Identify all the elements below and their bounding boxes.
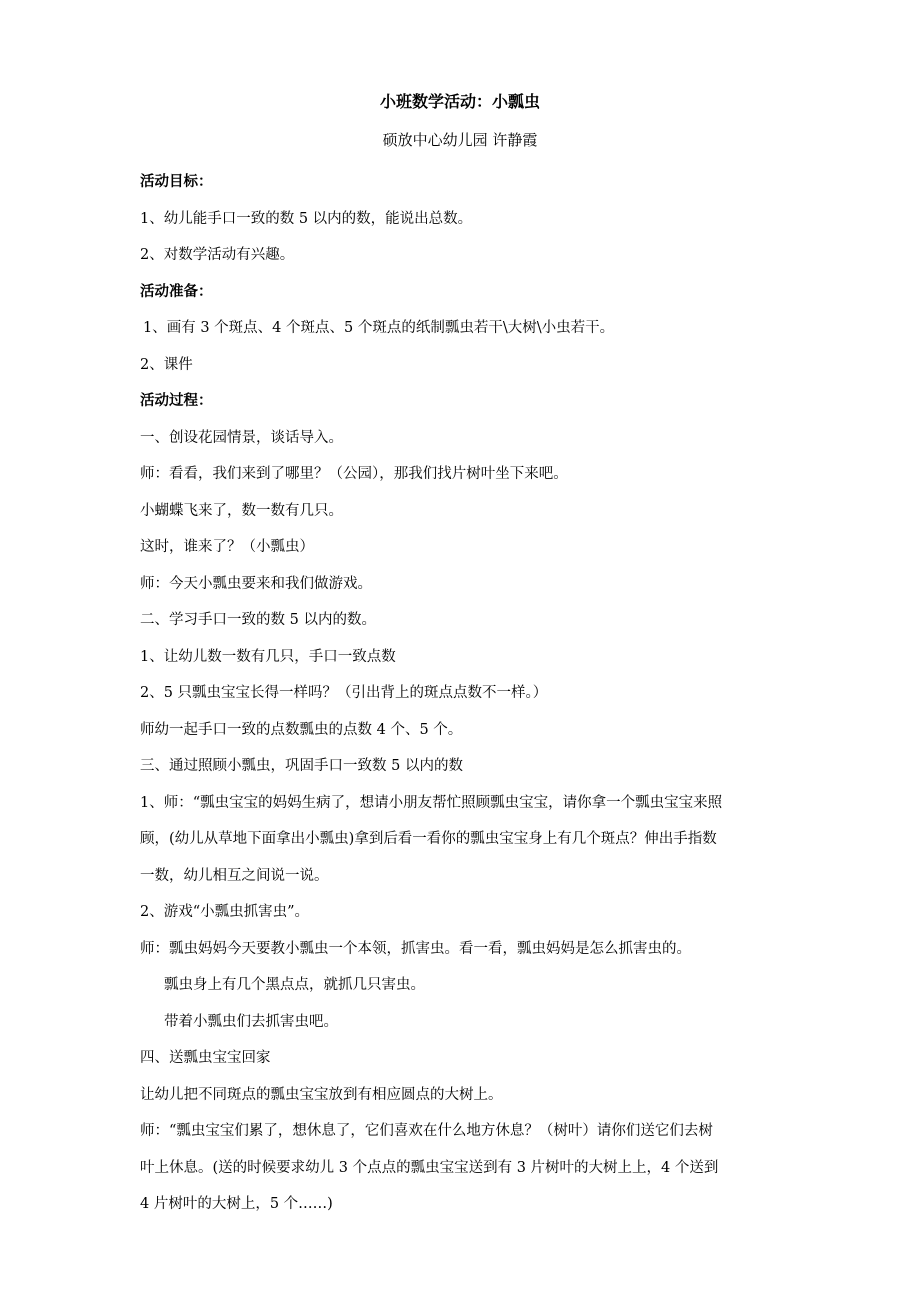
body-line: 师：“瓢虫宝宝们累了，想休息了，它们喜欢在什么地方休息？（树叶）请你们送它们去树 (140, 1123, 713, 1139)
body-line: 叶上休息。(送的时候要求幼儿 3 个点点的瓢虫宝宝送到有 3 片树叶的大树上上，4 个送到 (140, 1159, 719, 1176)
document-title: 小班数学活动：小瓢虫 (379, 92, 540, 111)
body-line: 一数，幼儿相互之间说一说。 (140, 867, 329, 884)
body-line: 顾，(幼儿从草地下面拿出小瓢虫)拿到后看一看你的瓢虫宝宝身上有几个斑点？伸出手指数 (140, 831, 717, 847)
body-line: 师：看看，我们来到了哪里？（公园），那我们找片树叶坐下来吧。 (140, 466, 568, 482)
body-line: 带着小瓢虫们去抓害虫吧。 (164, 1013, 338, 1030)
body-line: 2、游戏“小瓢虫抓害虫”。 (140, 904, 310, 920)
body-line: 师：瓢虫妈妈今天要教小瓢虫一个本领，抓害虫。看一看，瓢虫妈妈是怎么抓害虫的。 (140, 940, 691, 957)
body-line: 2、5 只瓢虫宝宝长得一样吗？（引出背上的斑点点数不一样。） (140, 685, 548, 701)
body-line: 让幼儿把不同斑点的瓢虫宝宝放到有相应圆点的大树上。 (140, 1086, 503, 1103)
body-line: 1、幼儿能手口一致的数 5 以内的数，能说出总数。 (140, 210, 473, 227)
body-line: 1、画有 3 个斑点、4 个斑点、5 个斑点的纸制瓢虫若干\大树\小虫若干。 (143, 320, 615, 336)
section-heading: 活动过程： (140, 392, 213, 409)
document-body (140, 164, 790, 1223)
body-line: 四、送瓢虫宝宝回家 (140, 1050, 271, 1066)
body-line: 一、创设花园情景，谈话导入。 (140, 429, 343, 446)
body-line: 二、学习手口一致的数 5 以内的数。 (140, 612, 376, 628)
body-line: 2、课件 (140, 356, 193, 373)
document-author: 硕放中心幼儿园 许静霞 (382, 131, 538, 149)
body-line: 三、通过照顾小瓢虫，巩固手口一致数 5 以内的数 (140, 758, 463, 774)
body-line: 1、让幼儿数一数有几只，手口一致点数 (140, 648, 396, 665)
section-heading: 活动目标： (140, 173, 213, 190)
body-line: 师：今天小瓢虫要来和我们做游戏。 (140, 575, 372, 592)
section-heading: 活动准备： (140, 282, 213, 300)
body-line: 4 片树叶的大树上，5 个……) (140, 1196, 333, 1212)
body-line: 瓢虫身上有几个黑点点，就抓几只害虫。 (164, 977, 425, 993)
body-line: 1、师：“瓢虫宝宝的妈妈生病了，想请小朋友帮忙照顾瓢虫宝宝，请你拿一个瓢虫宝宝来照 (140, 794, 723, 811)
body-line: 这时，谁来了？（小瓢虫） (140, 539, 314, 555)
body-line: 小蝴蝶飞来了，数一数有几只。 (140, 502, 343, 519)
body-line: 2、对数学活动有兴趣。 (140, 247, 295, 263)
body-line: 师幼一起手口一致的点数瓢虫的点数 4 个、5 个。 (140, 721, 463, 738)
